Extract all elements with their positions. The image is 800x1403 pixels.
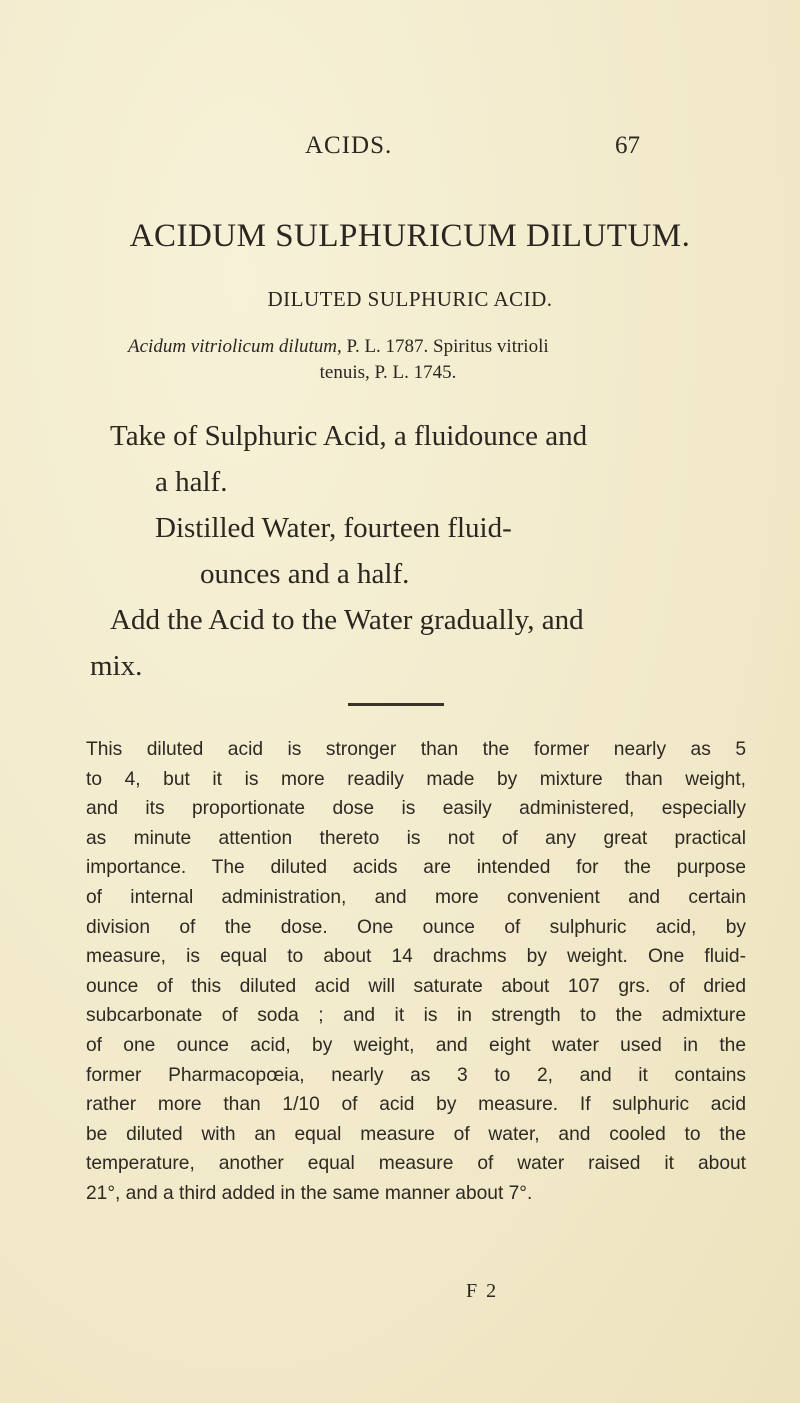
text-line: former Pharmacopœia, nearly as 3 to 2, and it contains <box>86 1064 746 1086</box>
text-line: be diluted with an equal measure of water, and cooled to the <box>86 1123 746 1145</box>
text-line: rather more than 1/10 of acid by measure. If sulphuric acid <box>86 1094 746 1116</box>
recipe-line: Add the Acid to the Water gradually, and <box>110 604 584 636</box>
text-line: as minute attention thereto is not of any great practical <box>86 827 746 849</box>
text-line: This diluted acid is stronger than the former nearly as 5 <box>86 739 746 760</box>
text-line: 21°, and a third added in the same manner about 7°. <box>86 1182 533 1204</box>
recipe-line: mix. <box>90 650 143 682</box>
text-line: ounce of this diluted acid will saturate about 107 grs. of dried <box>86 975 746 997</box>
synonym-line-1: , P. L. 1787. Spiritus vitrioli <box>336 336 549 357</box>
recipe-line: a half. <box>155 466 228 498</box>
text-line: measure, is equal to about 14 drachms by weight. One fluid- <box>86 946 746 968</box>
sub-title: DILUTED SULPHURIC ACID. <box>267 287 553 311</box>
text-line: of one ounce acid, by weight, and eight water used in the <box>86 1034 746 1056</box>
text-line: importance. The diluted acids are intended for the purpose <box>86 857 746 879</box>
recipe-line: ounces and a half. <box>200 558 410 590</box>
text-line: of internal administration, and more convenient and certain <box>86 886 746 908</box>
running-head-title: ACIDS. <box>305 132 393 159</box>
recipe <box>90 413 750 689</box>
recipe-line: Distilled Water, fourteen fluid- <box>155 512 512 544</box>
synonym-line-2: tenuis, P. L. 1745. <box>319 362 457 383</box>
synonyms <box>128 334 728 386</box>
page-number: 67 <box>615 132 640 159</box>
text-line: and its proportionate dose is easily administered, especially <box>86 798 746 820</box>
divider-rule <box>348 703 444 706</box>
commentary-paragraph <box>86 735 746 1209</box>
text-line: to 4, but it is more readily made by mixture than weight, <box>86 768 746 790</box>
signature-mark: F 2 <box>466 1280 499 1302</box>
running-head <box>0 132 800 166</box>
recipe-line: Take of Sulphuric Acid, a fluidounce and <box>110 420 588 452</box>
text-line: temperature, another equal measure of water raised it about <box>86 1153 746 1175</box>
main-title: ACIDUM SULPHURICUM DILUTUM. <box>129 218 691 254</box>
text-line: division of the dose. One ounce of sulphuric acid, by <box>86 916 746 938</box>
text-line: subcarbonate of soda ; and it is in strength to the admixture <box>86 1005 746 1027</box>
latin-name: Acidum vitriolicum dilutum <box>128 336 337 357</box>
